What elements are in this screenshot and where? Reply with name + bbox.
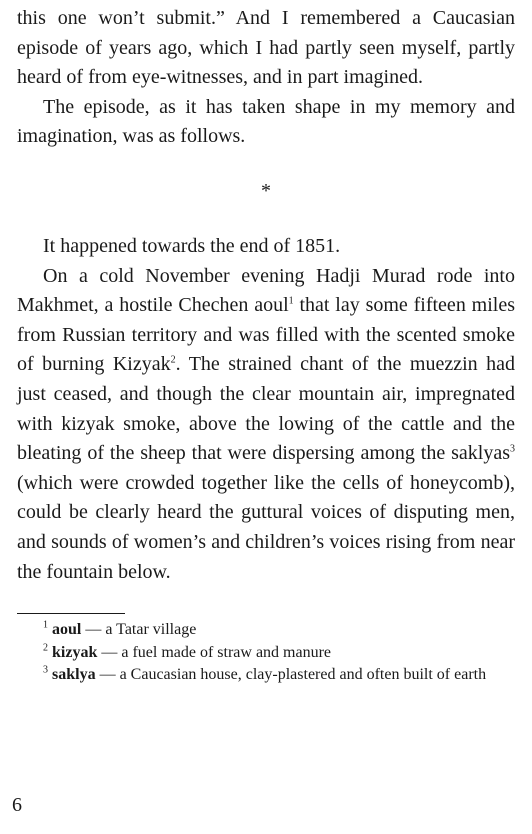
paragraph-3: It happened towards the end of 1851. <box>43 234 341 257</box>
footnote-2-mark: 2 <box>43 642 48 654</box>
footnote-3-term: saklya <box>52 666 96 684</box>
page-body <box>17 4 515 687</box>
paragraph-4-part-b: that lay some fifteen miles from Russian territory and was filled with the scented smoke of burning Kizyak <box>17 294 515 376</box>
footnote-3-definition: — a Caucasian house, clay-plastered and often built of earth <box>95 666 487 684</box>
section-separator: * <box>261 179 271 202</box>
footnote-1-definition: — a Tatar village <box>81 621 197 639</box>
footnote-ref-1: 1 <box>288 295 294 307</box>
footnote-1-mark: 1 <box>43 619 48 631</box>
paragraph-4-part-c: . The strained chant of the muezzin had just ceased, and though the clear mountain air, impregnated with kizyak smoke, above the lowing of the cattle and the bleating of the sheep that were dispersing among the saklyas <box>17 353 515 465</box>
footnote-ref-3: 3 <box>510 443 515 455</box>
footnote-1-term: aoul <box>52 621 82 639</box>
footnote-2-term: kizyak <box>52 643 98 661</box>
footnote-2-definition: — a fuel made of straw and manure <box>97 643 332 661</box>
footnote-ref-2: 2 <box>170 354 176 366</box>
paragraph-4-part-d: (which were crowded together like the cells of honeycomb), could be clearly heard the guttural voices of disputing men, and sounds of women’s and children’s voices rising from near the fountain below. <box>17 471 515 583</box>
page-number: 6 <box>12 794 22 816</box>
footnote-3 <box>17 664 515 687</box>
footnote-2 <box>17 642 515 665</box>
paragraph-4-part-a: On a cold November evening Hadji Murad rode into Makhmet, a hostile Chechen aoul <box>17 264 515 317</box>
footnote-1 <box>17 619 515 642</box>
paragraph-2: The episode, as it has taken shape in my memory and imagination, was as follows. <box>17 95 515 148</box>
paragraph-4 <box>17 262 515 588</box>
paragraph-1: this one won’t submit.” And I remembered a Caucasian episode of years ago, which I had partly seen myself, partly heard of from eye-witnesses, and in part imagined. <box>17 7 515 89</box>
footnote-3-mark: 3 <box>43 664 48 676</box>
